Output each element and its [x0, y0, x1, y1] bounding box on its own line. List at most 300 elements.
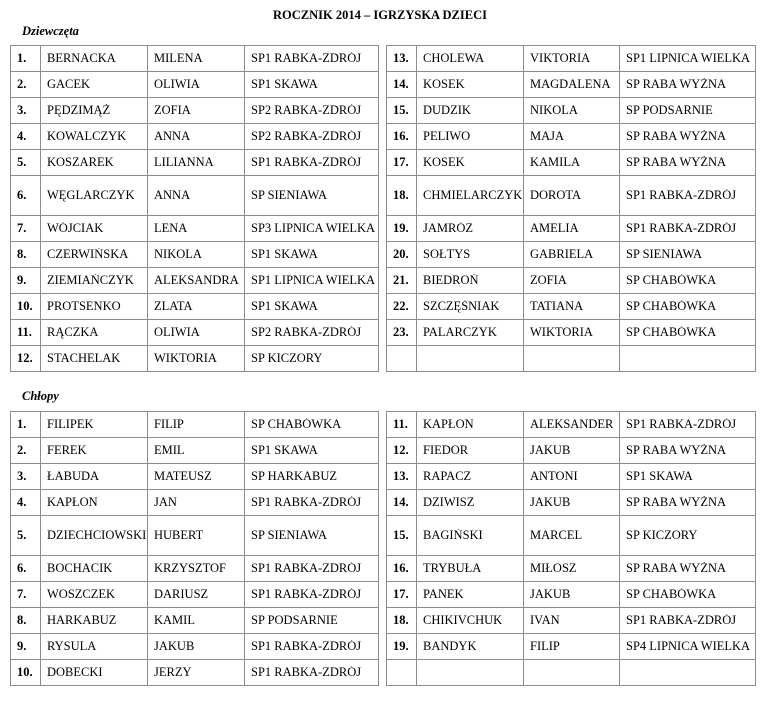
school-name: [620, 516, 756, 556]
last-name-text: PALARCZYK: [423, 326, 497, 339]
school-name: [245, 412, 379, 438]
first-name: [524, 516, 620, 556]
table-row: [387, 268, 756, 294]
school-name-text: SP RABA WYŻNA: [626, 444, 727, 457]
first-name-text: HUBERT: [154, 529, 204, 542]
entry-number: [11, 608, 41, 634]
last-name-text: DOBECKI: [47, 666, 103, 679]
entry-number: [11, 294, 41, 320]
first-name-text: ZOFIA: [530, 274, 567, 287]
last-name: [41, 608, 148, 634]
last-name: [417, 124, 524, 150]
school-name-text: SP2 RABKA-ZDRÓJ: [251, 326, 362, 339]
last-name: [41, 176, 148, 216]
entry-number-text: 16.: [393, 562, 409, 575]
school-name-text: SP1 RABKA-ZDRÓJ: [251, 666, 362, 679]
last-name: [41, 216, 148, 242]
school-name: [620, 216, 756, 242]
first-name: [524, 72, 620, 98]
entry-number: [387, 516, 417, 556]
school-name: [620, 46, 756, 72]
table-row: [11, 556, 379, 582]
school-name-text: SP KICZORY: [626, 529, 698, 542]
first-name: [148, 72, 245, 98]
school-name-text: SP KICZORY: [251, 352, 323, 365]
last-name-text: WOSZCZEK: [47, 588, 116, 601]
first-name: [148, 294, 245, 320]
school-name: [245, 242, 379, 268]
table-row: [387, 608, 756, 634]
last-name: [417, 72, 524, 98]
school-name-text: SP CHABÓWKA: [626, 300, 717, 313]
table-row: [387, 516, 756, 556]
entry-number: [11, 320, 41, 346]
last-name: [417, 582, 524, 608]
last-name: [41, 582, 148, 608]
school-name-text: SP1 RABKA-ZDRÓJ: [251, 562, 362, 575]
entry-number: [387, 608, 417, 634]
first-name-text: TATIANA: [530, 300, 584, 313]
last-name: [41, 556, 148, 582]
first-name: [148, 242, 245, 268]
school-name: [620, 556, 756, 582]
entry-number: [11, 150, 41, 176]
entry-number-text: 7.: [17, 222, 27, 235]
first-name: [524, 556, 620, 582]
school-name-text: SP1 RABKA-ZDRÓJ: [626, 614, 737, 627]
last-name: [41, 124, 148, 150]
table-row: [387, 46, 756, 72]
last-name-text: CZERWIŃSKA: [47, 248, 129, 261]
school-name: [620, 464, 756, 490]
entry-number: [11, 268, 41, 294]
school-name: [620, 660, 756, 686]
school-name-text: SP2 RABKA-ZDRÓJ: [251, 104, 362, 117]
last-name: [41, 346, 148, 372]
first-name-text: JAN: [154, 496, 177, 509]
last-name-text: RYSULA: [47, 640, 97, 653]
first-name-text: OLIWIA: [154, 326, 200, 339]
table-row: [387, 216, 756, 242]
school-name-text: SP1 RABKA-ZDRÓJ: [251, 52, 362, 65]
first-name-text: FILIP: [154, 418, 184, 431]
school-name: [245, 490, 379, 516]
table-row: [11, 660, 379, 686]
page-title: ROCZNIK 2014 – IGRZYSKA DZIECI: [273, 8, 487, 22]
table-row: [11, 176, 379, 216]
first-name: [148, 46, 245, 72]
table-row: [11, 582, 379, 608]
last-name-text: DZIWISZ: [423, 496, 475, 509]
table-row: [387, 556, 756, 582]
entry-number: [387, 150, 417, 176]
last-name-text: KAPŁON: [423, 418, 474, 431]
first-name: [148, 150, 245, 176]
school-name-text: SP1 SKAWA: [251, 248, 318, 261]
last-name: [417, 46, 524, 72]
school-name: [245, 634, 379, 660]
first-name: [148, 516, 245, 556]
school-name: [245, 216, 379, 242]
last-name-text: ŁABUDA: [47, 470, 100, 483]
last-name: [417, 242, 524, 268]
last-name: [417, 490, 524, 516]
first-name: [524, 176, 620, 216]
table-row: [11, 150, 379, 176]
first-name-text: ANTONI: [530, 470, 578, 483]
school-name: [245, 464, 379, 490]
last-name: [41, 98, 148, 124]
entry-number: [11, 464, 41, 490]
table-row: [11, 464, 379, 490]
school-name-text: SP1 RABKA-ZDRÓJ: [626, 418, 737, 431]
entry-number: [387, 98, 417, 124]
first-name-text: AMELIA: [530, 222, 579, 235]
last-name: [417, 556, 524, 582]
school-name-text: SP4 LIPNICA WIELKA: [626, 640, 751, 653]
last-name-text: PĘDZIMĄŻ: [47, 104, 111, 117]
table-row: [387, 346, 756, 372]
first-name-text: ANNA: [154, 189, 191, 202]
entry-number-text: 3.: [17, 104, 27, 117]
first-name-text: ZOFIA: [154, 104, 191, 117]
entry-number-text: 4.: [17, 130, 27, 143]
school-name-text: SP1 SKAWA: [251, 300, 318, 313]
entry-number-text: 19.: [393, 640, 409, 653]
last-name-text: PELIWO: [423, 130, 471, 143]
entry-number: [387, 216, 417, 242]
last-name-text: KAPŁON: [47, 496, 98, 509]
entry-number-text: 14.: [393, 78, 409, 91]
school-name: [620, 490, 756, 516]
entry-number-text: 3.: [17, 470, 27, 483]
first-name-text: NIKOLA: [530, 104, 578, 117]
last-name-text: WÓJCIAK: [47, 222, 104, 235]
last-name: [41, 268, 148, 294]
first-name: [524, 660, 620, 686]
table-row: [11, 412, 379, 438]
school-name-text: SP1 RABKA-ZDRÓJ: [626, 189, 737, 202]
girls-heading: Dziewczęta: [22, 24, 79, 38]
school-name-text: SP1 SKAWA: [251, 444, 318, 457]
first-name-text: LENA: [154, 222, 188, 235]
entry-number-text: 15.: [393, 104, 409, 117]
last-name-text: CHMIELARCZYK: [423, 189, 523, 202]
first-name-text: LILIANNA: [154, 156, 214, 169]
entry-number: [387, 490, 417, 516]
school-name: [620, 98, 756, 124]
table-row: [11, 268, 379, 294]
last-name: [417, 516, 524, 556]
first-name-text: DARIUSZ: [154, 588, 209, 601]
school-name-text: SP1 LIPNICA WIELKA: [251, 274, 376, 287]
school-name: [245, 46, 379, 72]
entry-number-text: 14.: [393, 496, 409, 509]
last-name-text: BANDYK: [423, 640, 477, 653]
last-name-text: ZIEMIAŃCZYK: [47, 274, 134, 287]
school-name-text: SP SIENIAWA: [251, 529, 327, 542]
school-name-text: SP PODSARNIE: [251, 614, 338, 627]
entry-number-text: 12.: [17, 352, 33, 365]
entry-number-text: 9.: [17, 640, 27, 653]
last-name: [417, 216, 524, 242]
table-row: [387, 634, 756, 660]
table-row: [11, 46, 379, 72]
table-row: [387, 150, 756, 176]
last-name-text: CHIKIVCHUK: [423, 614, 503, 627]
school-name: [620, 268, 756, 294]
school-name-text: SP SIENIAWA: [251, 189, 327, 202]
entry-number-text: 19.: [393, 222, 409, 235]
school-name-text: SP RABA WYŻNA: [626, 562, 727, 575]
school-name-text: SP1 SKAWA: [626, 470, 693, 483]
first-name: [524, 242, 620, 268]
first-name: [524, 124, 620, 150]
first-name: [148, 438, 245, 464]
first-name-text: JAKUB: [154, 640, 195, 653]
entry-number-text: 1.: [17, 52, 27, 65]
school-name: [620, 582, 756, 608]
first-name-text: MATEUSZ: [154, 470, 212, 483]
last-name-text: STACHELAK: [47, 352, 121, 365]
school-name-text: SP1 RABKA-ZDRÓJ: [626, 222, 737, 235]
first-name: [524, 490, 620, 516]
entry-number-text: 1.: [17, 418, 27, 431]
entry-number: [11, 346, 41, 372]
girls-table-right: [386, 45, 756, 372]
school-name: [245, 660, 379, 686]
first-name: [148, 268, 245, 294]
last-name: [41, 72, 148, 98]
entry-number: [387, 320, 417, 346]
school-name-text: SP1 LIPNICA WIELKA: [626, 52, 751, 65]
entry-number-text: 5.: [17, 156, 27, 169]
last-name-text: JAMRÓZ: [423, 222, 474, 235]
entry-number: [387, 438, 417, 464]
last-name: [41, 516, 148, 556]
entry-number: [11, 176, 41, 216]
school-name-text: SP PODSARNIE: [626, 104, 713, 117]
last-name: [417, 98, 524, 124]
first-name: [524, 268, 620, 294]
first-name-text: JAKUB: [530, 588, 571, 601]
last-name: [41, 438, 148, 464]
first-name: [148, 608, 245, 634]
table-row: [11, 346, 379, 372]
last-name: [41, 464, 148, 490]
first-name: [148, 346, 245, 372]
table-row: [387, 660, 756, 686]
school-name-text: SP RABA WYŻNA: [626, 130, 727, 143]
school-name: [245, 98, 379, 124]
first-name-text: MIŁOSZ: [530, 562, 577, 575]
school-name-text: SP CHABÓWKA: [251, 418, 342, 431]
last-name: [417, 438, 524, 464]
entry-number-text: 4.: [17, 496, 27, 509]
school-name-text: SP CHABÓWKA: [626, 588, 717, 601]
last-name: [41, 150, 148, 176]
last-name-text: KOSEK: [423, 78, 465, 91]
table-row: [387, 464, 756, 490]
last-name: [41, 660, 148, 686]
first-name: [524, 438, 620, 464]
entry-number: [387, 294, 417, 320]
school-name-text: SP HARKABUZ: [251, 470, 338, 483]
table-row: [387, 294, 756, 320]
last-name-text: WĘGLARCZYK: [47, 189, 135, 202]
entry-number: [11, 556, 41, 582]
table-row: [387, 98, 756, 124]
entry-number-text: 12.: [393, 444, 409, 457]
entry-number: [387, 634, 417, 660]
entry-number: [11, 516, 41, 556]
last-name: [417, 320, 524, 346]
first-name: [524, 582, 620, 608]
school-name-text: SP1 RABKA-ZDRÓJ: [251, 156, 362, 169]
entry-number-text: 5.: [17, 529, 27, 542]
entry-number-text: 7.: [17, 588, 27, 601]
last-name-text: BIEDROŃ: [423, 274, 479, 287]
first-name: [148, 124, 245, 150]
last-name-text: DUDZIK: [423, 104, 471, 117]
first-name-text: MAJA: [530, 130, 565, 143]
table-row: [387, 582, 756, 608]
first-name: [148, 660, 245, 686]
last-name-text: FEREK: [47, 444, 87, 457]
last-name-text: CHOLEWA: [423, 52, 485, 65]
table-row: [387, 72, 756, 98]
first-name: [524, 346, 620, 372]
entry-number: [11, 124, 41, 150]
entry-number: [11, 412, 41, 438]
entry-number: [11, 634, 41, 660]
entry-number: [387, 346, 417, 372]
entry-number: [11, 660, 41, 686]
entry-number-text: 18.: [393, 614, 409, 627]
last-name: [417, 150, 524, 176]
first-name-text: IVAN: [530, 614, 560, 627]
entry-number-text: 16.: [393, 130, 409, 143]
table-row: [11, 320, 379, 346]
school-name-text: SP1 RABKA-ZDRÓJ: [251, 496, 362, 509]
last-name: [417, 464, 524, 490]
first-name-text: WIKTORIA: [154, 352, 217, 365]
school-name: [245, 582, 379, 608]
entry-number: [11, 438, 41, 464]
first-name-text: JAKUB: [530, 496, 571, 509]
first-name: [148, 176, 245, 216]
school-name: [245, 346, 379, 372]
entry-number-text: 9.: [17, 274, 27, 287]
first-name: [524, 98, 620, 124]
first-name-text: DOROTA: [530, 189, 582, 202]
school-name: [620, 608, 756, 634]
first-name-text: ZLATA: [154, 300, 193, 313]
last-name-text: BOCHACIK: [47, 562, 113, 575]
last-name: [417, 346, 524, 372]
first-name-text: NIKOLA: [154, 248, 202, 261]
first-name: [148, 634, 245, 660]
first-name: [148, 464, 245, 490]
girls-table-left: [10, 45, 379, 372]
boys-table-right: [386, 411, 756, 686]
school-name: [620, 150, 756, 176]
table-row: [387, 176, 756, 216]
school-name-text: SP3 LIPNICA WIELKA: [251, 222, 376, 235]
last-name: [41, 294, 148, 320]
school-name: [245, 516, 379, 556]
entry-number: [11, 46, 41, 72]
first-name-text: FILIP: [530, 640, 560, 653]
last-name: [41, 242, 148, 268]
table-row: [11, 490, 379, 516]
entry-number-text: 13.: [393, 470, 409, 483]
school-name: [620, 124, 756, 150]
first-name-text: JAKUB: [530, 444, 571, 457]
first-name-text: JERZY: [154, 666, 192, 679]
first-name-text: MAGDALENA: [530, 78, 611, 91]
last-name-text: KOSZAREK: [47, 156, 114, 169]
school-name: [620, 634, 756, 660]
school-name-text: SP RABA WYŻNA: [626, 78, 727, 91]
first-name: [148, 582, 245, 608]
last-name-text: FILIPEK: [47, 418, 94, 431]
school-name-text: SP1 RABKA-ZDRÓJ: [251, 588, 362, 601]
table-row: [387, 438, 756, 464]
school-name: [620, 438, 756, 464]
table-row: [11, 438, 379, 464]
entry-number-text: 11.: [393, 418, 408, 431]
entry-number: [11, 490, 41, 516]
table-row: [387, 490, 756, 516]
school-name: [620, 242, 756, 268]
first-name: [148, 320, 245, 346]
boys-heading: Chłopy: [22, 389, 59, 403]
last-name-text: FIEDOR: [423, 444, 469, 457]
entry-number: [387, 412, 417, 438]
entry-number-text: 8.: [17, 614, 27, 627]
first-name-text: WIKTORIA: [530, 326, 593, 339]
entry-number: [11, 72, 41, 98]
school-name: [620, 320, 756, 346]
first-name: [524, 320, 620, 346]
first-name: [524, 46, 620, 72]
last-name-text: KOWALCZYK: [47, 130, 127, 143]
first-name-text: VIKTORIA: [530, 52, 591, 65]
school-name-text: SP CHABÓWKA: [626, 326, 717, 339]
table-row: [11, 72, 379, 98]
table-row: [387, 412, 756, 438]
last-name-text: BAGIŃSKI: [423, 529, 483, 542]
last-name-text: HARKABUZ: [47, 614, 117, 627]
table-row: [11, 516, 379, 556]
school-name: [620, 72, 756, 98]
entry-number-text: 2.: [17, 78, 27, 91]
entry-number: [387, 582, 417, 608]
school-name: [245, 294, 379, 320]
school-name: [245, 124, 379, 150]
table-row: [387, 242, 756, 268]
table-row: [11, 608, 379, 634]
table-row: [11, 242, 379, 268]
table-row: [387, 320, 756, 346]
first-name: [524, 150, 620, 176]
first-name: [524, 464, 620, 490]
entry-number-text: 10.: [17, 666, 33, 679]
first-name-text: GABRIELA: [530, 248, 594, 261]
school-name-text: SP1 SKAWA: [251, 78, 318, 91]
school-name-text: SP RABA WYŻNA: [626, 156, 727, 169]
